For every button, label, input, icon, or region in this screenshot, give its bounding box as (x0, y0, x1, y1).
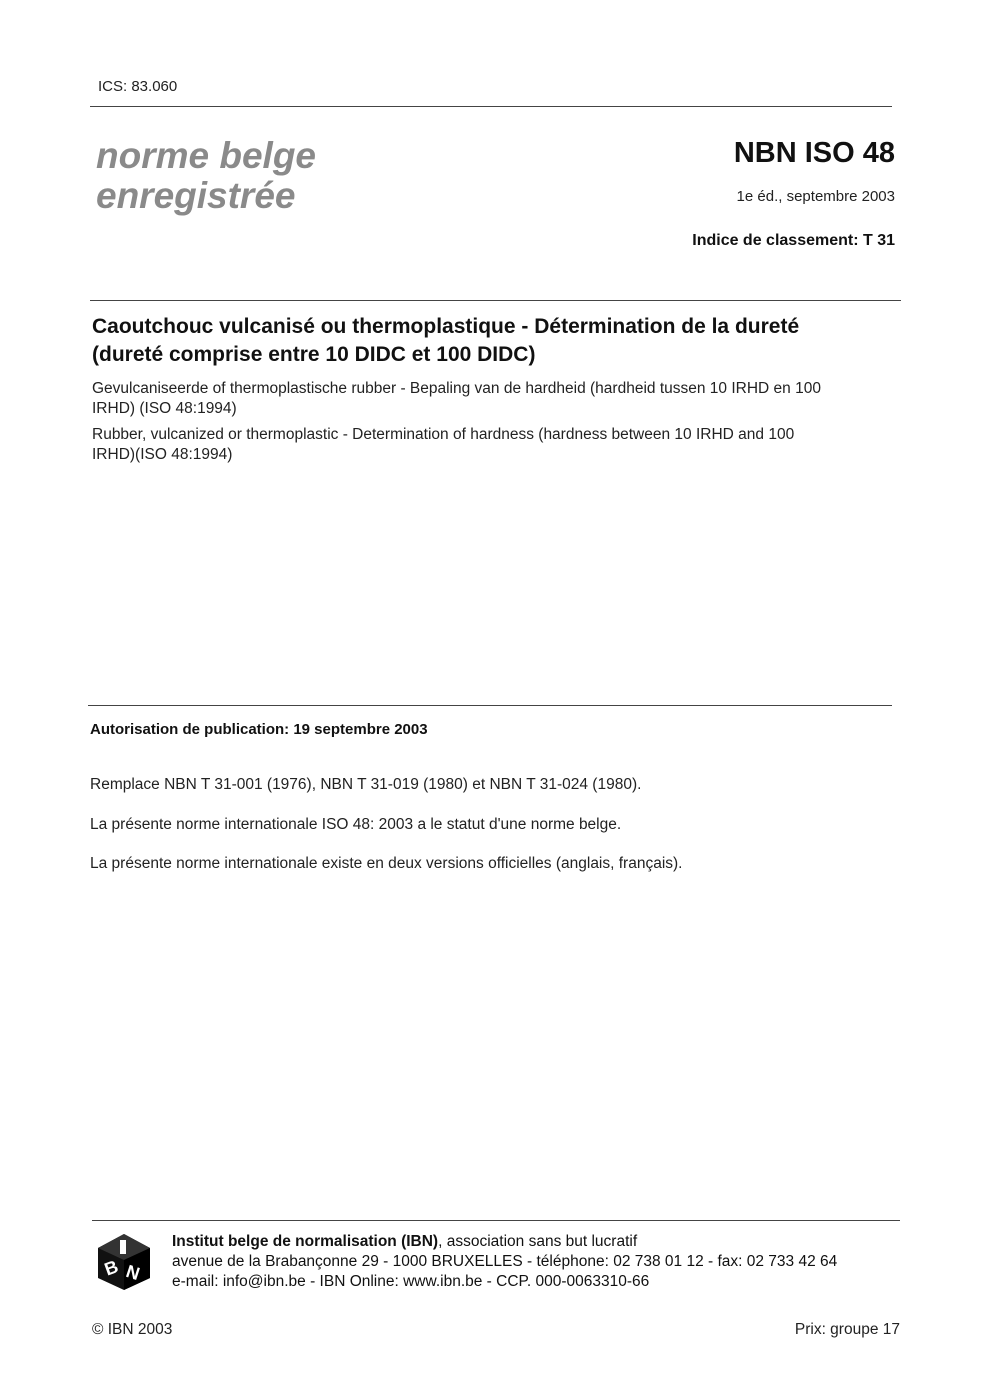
institute-contact: e-mail: info@ibn.be - IBN Online: www.ibn.be - CCP. 000-0063310-66 (172, 1273, 650, 1290)
title-dutch (92, 379, 892, 419)
edition-date: 1e éd., septembre 2003 (736, 188, 895, 205)
title-french (92, 313, 912, 369)
ibn-logo-icon (96, 1232, 152, 1292)
classification-index: Indice de classement: T 31 (692, 232, 895, 249)
standard-number: NBN ISO 48 (733, 137, 895, 169)
institute-name: Institut belge de normalisation (IBN) (172, 1233, 439, 1250)
title-english-line-2: IRHD)(ISO 48:1994) (92, 446, 233, 463)
svg-text:B: B (101, 1256, 121, 1280)
copyright-text: © IBN 2003 (92, 1321, 173, 1338)
header-rule (90, 106, 892, 107)
publication-authorisation: Autorisation de publication: 19 septembre 2003 (90, 721, 428, 738)
institute-info (172, 1232, 837, 1292)
brand-line-1: norme belge (96, 135, 316, 176)
versions-text: La présente norme internationale existe en deux versions officielles (anglais, français). (90, 855, 683, 872)
status-text: La présente norme internationale ISO 48: 2003 a le statut d'une norme belge. (90, 816, 622, 833)
title-dutch-line-2: IRHD) (ISO 48:1994) (92, 400, 237, 417)
brand-title (96, 136, 316, 216)
ics-code: ICS: 83.060 (98, 78, 178, 95)
institute-suffix: , association sans but lucratif (438, 1233, 638, 1250)
title-french-line-1: Caoutchouc vulcanisé ou thermoplastique - Détermination de la dureté (92, 315, 800, 338)
title-rule (90, 300, 901, 301)
title-french-line-2: (dureté comprise entre 10 DIDC et 100 DIDC) (92, 343, 536, 366)
brand-line-2: enregistrée (96, 175, 296, 216)
title-english-line-1: Rubber, vulcanized or thermoplastic - Determination of hardness (hardness between 10 IRHD and 100 (92, 426, 795, 443)
institute-address: avenue de la Brabançonne 29 - 1000 BRUXELLES - téléphone: 02 738 01 12 - fax: 02 733 42 64 (172, 1253, 838, 1270)
price-group: Prix: groupe 17 (794, 1321, 900, 1338)
body-rule (88, 705, 892, 706)
footer-rule (92, 1220, 900, 1221)
replaces-text: Remplace NBN T 31-001 (1976), NBN T 31-019 (1980) et NBN T 31-024 (1980). (90, 776, 642, 793)
title-dutch-line-1: Gevulcaniseerde of thermoplastische rubber - Bepaling van de hardheid (hardheid tussen 10 IRHD en 100 (92, 380, 821, 397)
institute-line (172, 1232, 837, 1252)
svg-text:N: N (123, 1261, 143, 1285)
title-english (92, 425, 892, 465)
